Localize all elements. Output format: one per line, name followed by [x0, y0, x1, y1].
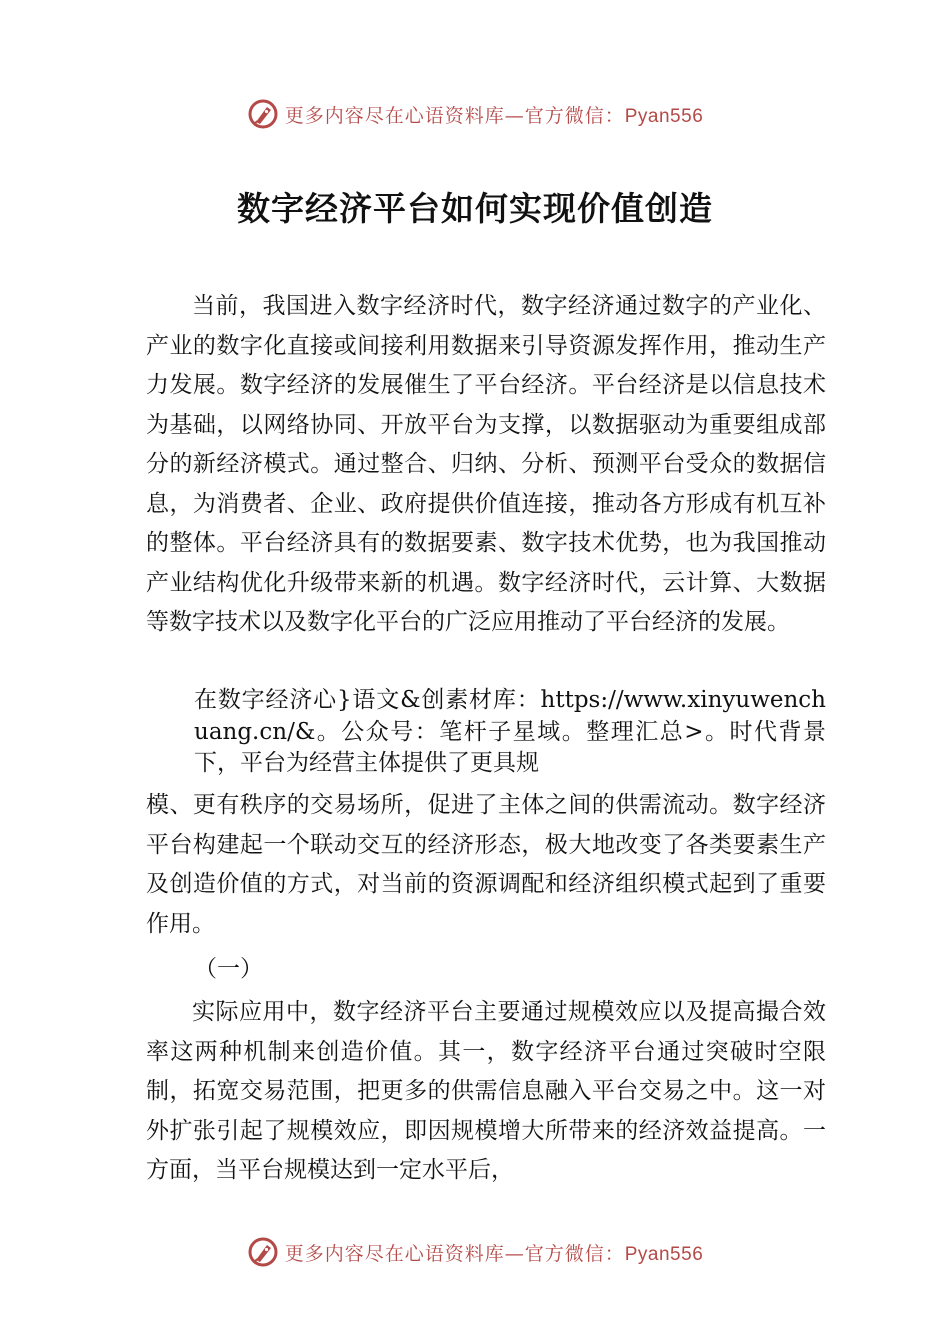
- paragraph-source-note: 在数字经济心}语文&创素材库：https://www.xinyuwenchuang.cn/&。公众号：笔杆子星域。整理汇总>。时代背景下，平台为经营主体提供了更具规: [194, 687, 826, 776]
- pen-nib-logo-icon: [247, 98, 279, 130]
- watermark-wechat-id: Pyan556: [624, 105, 704, 127]
- footer-watermark-banner: [0, 1232, 950, 1272]
- document-title: 数字经济平台如何实现价值创造: [237, 189, 713, 228]
- watermark-label: 更多内容尽在心语资料库—官方微信：: [284, 104, 625, 127]
- watermark-label: 更多内容尽在心语资料库—官方微信：: [284, 1242, 625, 1265]
- watermark-text: [285, 1239, 704, 1266]
- paragraph-intro: 当前，我国进入数字经济时代，数字经济通过数字的产业化、产业的数字化直接或间接利用数据来引导资源发挥作用，推动生产力发展。数字经济的发展催生了平台经济。平台经济是以信息技术为基础，以网络协同、开放平台为支撑，以数据驱动为重要组成部分的新经济模式。通过整合、归纳、分析、预测平台受众的数据信息，为消费者、企业、政府提供价值连接，推动各方形成有机互补的整体。平台经济具有的数据要素、数字技术优势，也为我国推动产业结构优化升级带来新的机遇。数字经济时代，云计算、大数据等数字技术以及数字化平台的广泛应用推动了平台经济的发展。: [146, 293, 826, 635]
- watermark-wechat-id: Pyan556: [624, 1243, 704, 1265]
- paragraph-continuation: 模、更有秩序的交易场所，促进了主体之间的供需流动。数字经济平台构建起一个联动交互的经济形态，极大地改变了各类要素生产及创造价值的方式，对当前的资源调配和经济组织模式起到了重要作用。: [146, 792, 826, 937]
- watermark-text: [285, 101, 704, 128]
- header-watermark-banner: [0, 94, 950, 134]
- paragraph-mechanisms: 实际应用中，数字经济平台主要通过规模效应以及提高撮合效率这两种机制来创造价值。其一，数字经济平台通过突破时空限制，拓宽交易范围，把更多的供需信息融入平台交易之中。这一对外扩张引起了规模效应，即因规模增大所带来的经济效益提高。一方面，当平台规模达到一定水平后，: [146, 999, 826, 1183]
- section-heading-one: （一）: [194, 956, 263, 982]
- pen-nib-logo-icon: [247, 1236, 279, 1268]
